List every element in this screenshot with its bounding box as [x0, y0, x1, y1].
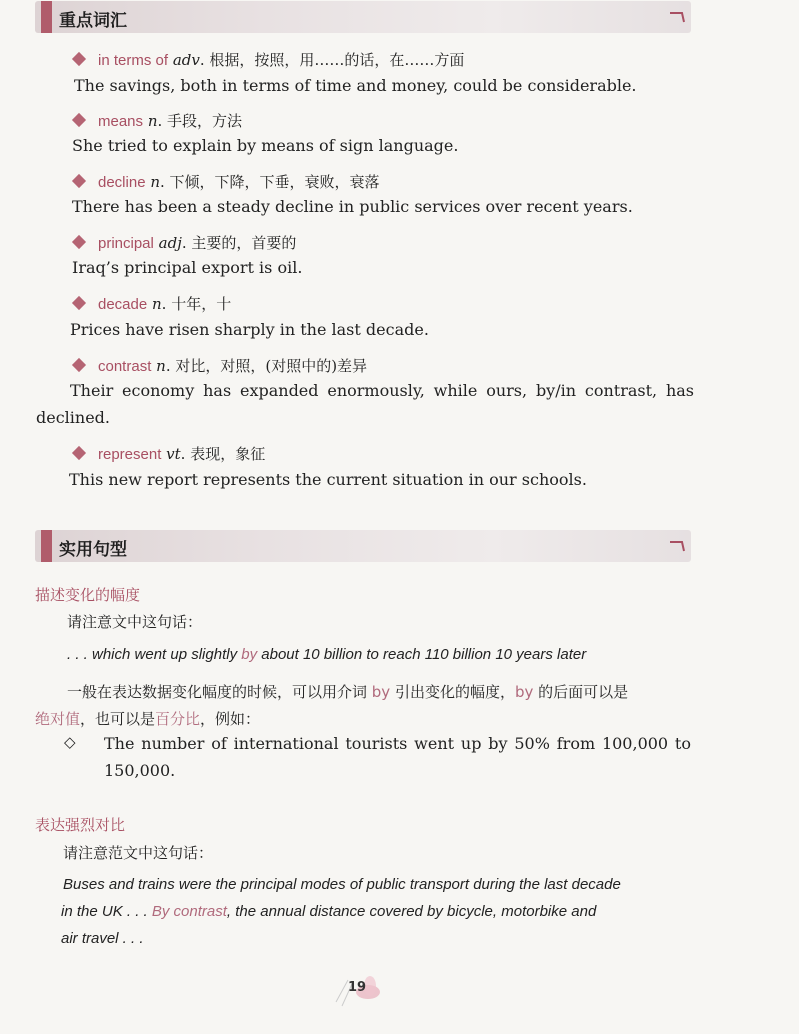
pattern-example: The number of international tourists went up by 50% from 100,000 to: [104, 734, 691, 753]
pattern-example: 150,000.: [104, 761, 176, 780]
pattern-explanation-cont: [35, 708, 260, 729]
vocab-example: There has been a steady decline in public services over recent years.: [72, 197, 633, 216]
section-banner-patterns: [35, 530, 691, 562]
vocab-word: in terms of: [98, 52, 169, 69]
vocab-example: The savings, both in terms of time and money, could be considerable.: [74, 76, 637, 95]
vocab-meaning: . 十年，十: [161, 295, 232, 313]
vocab-entry-head: [74, 110, 242, 131]
vocab-entry-head: [74, 293, 231, 314]
vocab-pos: n: [147, 112, 158, 130]
diamond-bullet-icon: [72, 235, 86, 249]
vocab-entry-head: [74, 355, 367, 376]
highlight-by-contrast: By contrast: [151, 903, 227, 920]
quote-text: , the annual distance covered by bicycle, motorbike and: [226, 903, 597, 920]
vocab-meaning: . 对比，对照，(对照中的)差异: [165, 357, 368, 375]
vocab-example: declined.: [36, 408, 111, 427]
explain-text: 一般在表达数据变化幅度的时候，可以用介词: [67, 683, 372, 701]
vocab-meaning: . 主要的，首要的: [181, 234, 297, 252]
highlight-by: by: [514, 683, 534, 701]
vocab-pos: n: [152, 295, 162, 313]
vocab-word: principal: [98, 235, 154, 252]
example-bullet-icon: ◇: [64, 733, 76, 751]
corner-arrow-icon: [669, 540, 685, 552]
vocab-meaning: . 表现，象征: [180, 445, 266, 463]
quote-text: . . . which went up slightly: [67, 646, 242, 663]
quote-text: about 10 billion to reach 110 billion 10 years later: [257, 646, 587, 663]
vocab-example: Prices have risen sharply in the last decade.: [70, 320, 429, 339]
highlight-by: by: [241, 646, 258, 663]
corner-arrow-icon: [669, 11, 685, 23]
vocab-entry-head: [74, 443, 265, 464]
vocab-pos: n: [150, 173, 160, 191]
pattern-quote-line: Buses and trains were the principal modes of public transport during the last decade: [63, 876, 621, 893]
pattern-intro: 请注意文中这句话：: [67, 613, 203, 631]
vocab-example: Their economy has expanded enormously, while ours, by/in contrast, has: [70, 381, 694, 400]
vocab-pos: adj: [158, 234, 182, 252]
explain-text: ，例如：: [200, 710, 261, 728]
vocab-pos: vt: [166, 445, 181, 463]
banner-mark: [41, 530, 52, 562]
vocab-word: decline: [98, 174, 146, 191]
diamond-bullet-icon: [72, 446, 86, 460]
explain-text: ，也可以是: [80, 710, 156, 728]
highlight-percent: 百分比: [155, 710, 201, 728]
vocab-meaning: . 下倾，下降，下垂，衰败，衰落: [160, 173, 380, 191]
pattern-heading: 描述变化的幅度: [35, 586, 141, 604]
diamond-bullet-icon: [72, 174, 86, 188]
vocab-word: means: [98, 113, 144, 130]
diamond-bullet-icon: [72, 296, 86, 310]
vocab-word: represent: [98, 446, 162, 463]
vocab-entry-head: [74, 49, 464, 70]
highlight-by: by: [371, 683, 391, 701]
diamond-bullet-icon: [72, 113, 86, 127]
highlight-absolute: 绝对值: [35, 710, 81, 728]
vocab-entry-head: [74, 171, 380, 192]
pattern-quote-line: [61, 903, 596, 920]
vocab-entry-head: [74, 232, 296, 253]
vocab-meaning: . 根据，按照，用……的话，在……方面: [199, 51, 465, 69]
pattern-intro: 请注意范文中这句话：: [63, 844, 214, 862]
vocab-word: contrast: [98, 358, 152, 375]
explain-text: 引出变化的幅度，: [390, 683, 515, 701]
vocab-example: Iraq’s principal export is oil.: [72, 258, 303, 277]
pattern-explanation: [67, 681, 628, 702]
vocab-meaning: . 手段，方法: [157, 112, 243, 130]
page-number-text: 19: [348, 980, 367, 995]
pattern-quote: [67, 646, 586, 663]
vocab-pos: n: [156, 357, 166, 375]
section-banner-vocab: [35, 1, 691, 33]
diamond-bullet-icon: [72, 358, 86, 372]
page-number: [330, 972, 390, 1012]
section-title: 实用句型: [59, 540, 127, 560]
vocab-word: decade: [98, 296, 148, 313]
vocab-pos: adv: [172, 51, 200, 69]
pattern-quote-line: air travel . . .: [61, 930, 144, 947]
quote-text: in the UK . . .: [61, 903, 152, 920]
pattern-heading: 表达强烈对比: [35, 816, 126, 834]
explain-text: 的后面可以是: [533, 683, 629, 701]
diamond-bullet-icon: [72, 52, 86, 66]
vocab-example: She tried to explain by means of sign language.: [72, 136, 459, 155]
banner-mark: [41, 1, 52, 33]
vocab-example: This new report represents the current situation in our schools.: [69, 470, 587, 489]
section-title: 重点词汇: [59, 11, 127, 31]
